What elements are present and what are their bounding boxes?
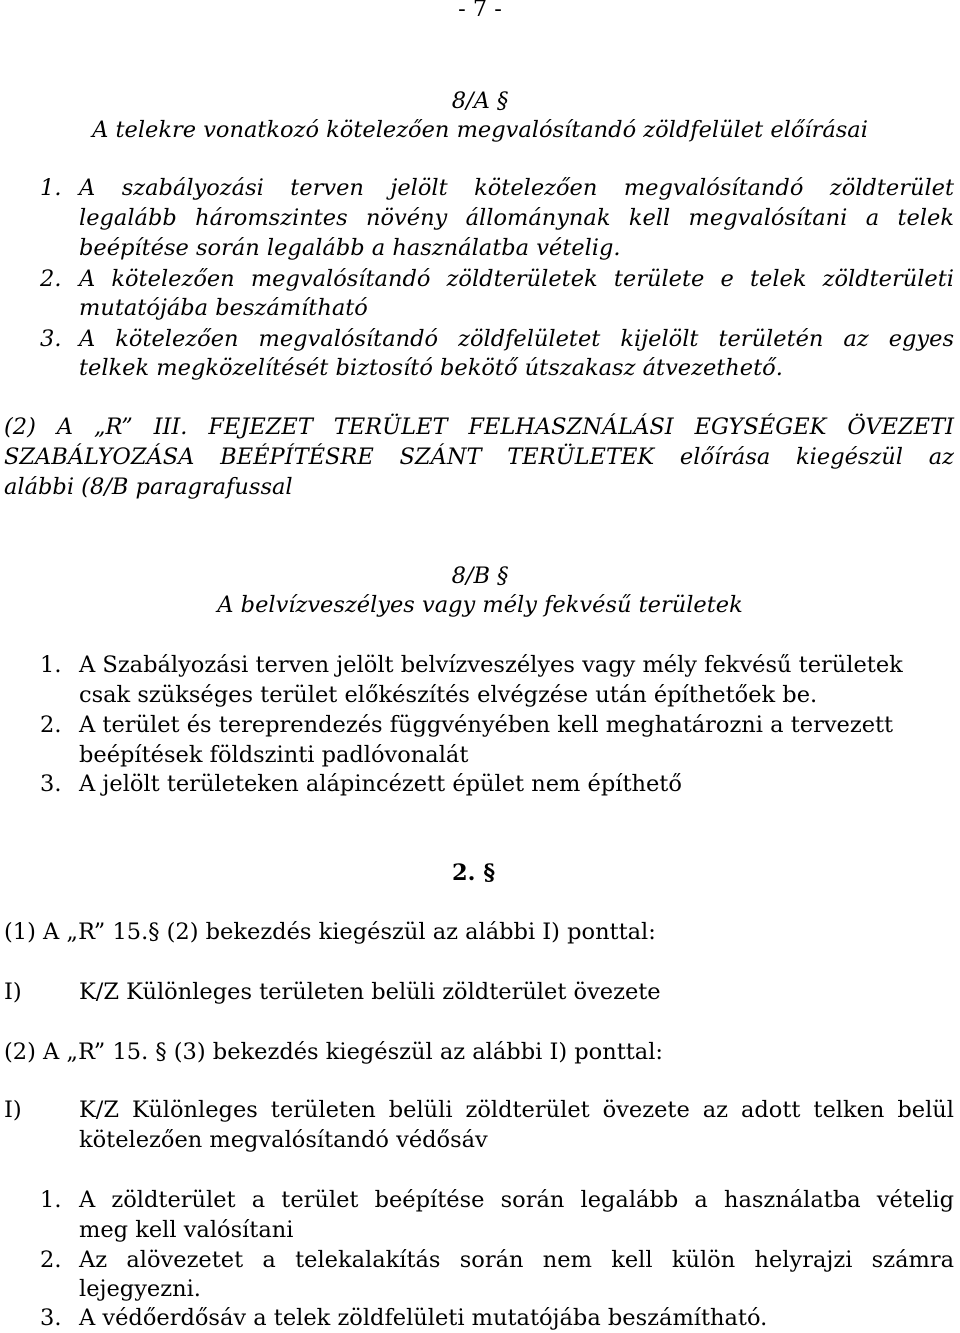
paragraph-2: (2) A „R” 15. § (3) bekezdés kiegészül az alábbi I) ponttal: <box>4 1039 663 1065</box>
paragraph-1: (1) A „R” 15.§ (2) bekezdés kiegészül az alábbi I) ponttal: <box>4 919 656 945</box>
point-text: K/Z Különleges területen belüli zöldterület övezete <box>79 979 661 1005</box>
list-item-line: beépítése során legalább a használatba vételig. <box>79 235 621 261</box>
list-item-line: A kötelezően megvalósítandó zöldfelületet kijelölt területén az egyes <box>79 326 954 352</box>
page-number: - 7 - <box>458 0 502 22</box>
list-item-number: 1. <box>40 1187 62 1213</box>
list-item-number: 1. <box>40 175 62 201</box>
list-item-line: A Szabályozási terven jelölt belvízveszélyes vagy mély fekvésű területek <box>79 652 903 678</box>
section-8b-heading: 8/B § <box>451 563 509 589</box>
list-item-line: legalább háromszintes növény állománynak kell megvalósítani a telek <box>79 205 954 231</box>
list-item-line: beépítések földszinti padlóvonalát <box>79 742 469 768</box>
section-8a-heading: 8/A § <box>451 88 509 114</box>
list-item-number: 3. <box>40 1305 62 1331</box>
list-item-line: lejegyezni. <box>79 1276 201 1302</box>
list-item-line: A terület és tereprendezés függvényében kell meghatározni a tervezett <box>79 712 894 738</box>
list-item-number: 2. <box>40 1247 62 1273</box>
section-2-heading: 2. § <box>452 860 496 886</box>
list-item-number: 1. <box>40 652 62 678</box>
list-item-line: csak szükséges terület előkészítés elvégzése után építhetőek be. <box>79 682 818 708</box>
paragraph-line: (2) A „R” III. FEJEZET TERÜLET FELHASZNÁLÁSI EGYSÉGEK ÖVEZETI <box>4 414 954 440</box>
list-item-number: 3. <box>40 771 62 797</box>
list-item-line: mutatójába beszámítható <box>79 295 368 321</box>
list-item-number: 2. <box>40 266 62 292</box>
list-item-line: meg kell valósítani <box>79 1217 294 1243</box>
section-8a-title: A telekre vonatkozó kötelezően megvalósítandó zöldfelület előírásai <box>92 117 868 143</box>
list-item-line: A zöldterület a terület beépítése során legalább a használatba vételig <box>79 1187 954 1213</box>
list-item-number: 3. <box>40 326 62 352</box>
list-item-line: A jelölt területeken alápincézett épület nem építhető <box>79 771 682 797</box>
paragraph-line: alábbi (8/B paragrafussal <box>4 474 293 500</box>
point-text: kötelezően megvalósítandó védősáv <box>79 1127 488 1153</box>
list-item-line: A kötelezően megvalósítandó zöldterületek területe e telek zöldterületi <box>79 266 954 292</box>
list-item-line: A védőerdősáv a telek zöldfelületi mutatójába beszámítható. <box>79 1305 768 1331</box>
list-item-number: 2. <box>40 712 62 738</box>
section-8b-title: A belvízveszélyes vagy mély fekvésű területek <box>217 592 743 618</box>
point-text: K/Z Különleges területen belüli zöldterület övezete az adott telken belül <box>79 1097 954 1123</box>
point-label: I) <box>4 1097 22 1123</box>
point-label: I) <box>4 979 22 1005</box>
list-item-line: telkek megközelítését biztosító bekötő útszakasz átvezethető. <box>79 355 783 381</box>
paragraph-line: SZABÁLYOZÁSA BEÉPÍTÉSRE SZÁNT TERÜLETEK előírása kiegészül az <box>4 444 954 470</box>
list-item-line: A szabályozási terven jelölt kötelezően megvalósítandó zöldterület <box>79 175 954 201</box>
list-item-line: Az alövezetet a telekalakítás során nem kell külön helyrajzi számra <box>79 1247 954 1273</box>
